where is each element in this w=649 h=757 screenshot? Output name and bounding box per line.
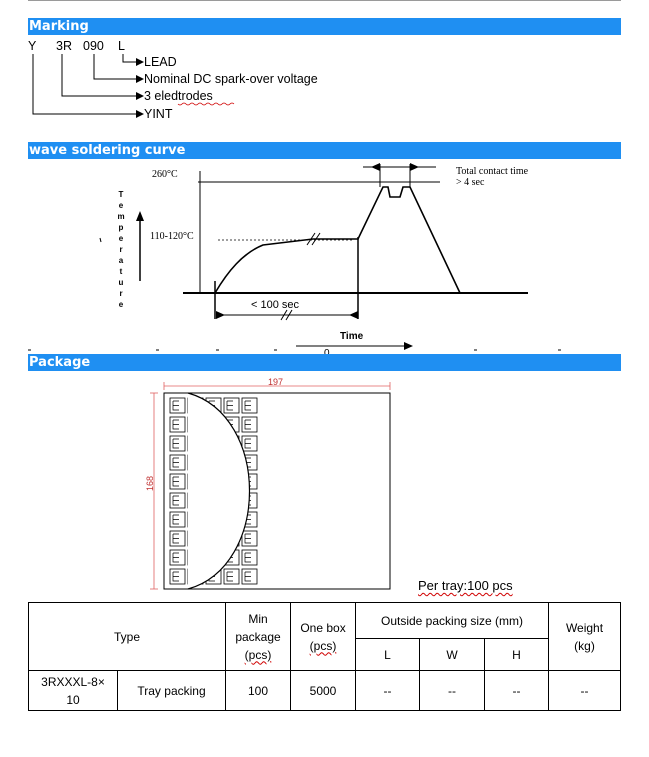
model-text: 3RXXXL-8× [41,674,105,689]
one-box-label: One box [300,620,346,635]
label-brand: YINT [144,107,173,121]
header-weight [549,603,621,671]
label-voltage: Nominal DC spark-over voltage [144,72,318,86]
min-package-label: Min package [235,611,281,644]
y-axis-letter: r [119,245,123,254]
header-one-box [291,603,356,671]
cell-h: -- [485,671,549,711]
weight-unit: (kg) [574,638,595,653]
model-suffix: 10 [66,692,80,707]
cell-weight: -- [549,671,621,711]
per-tray-text: Per tray:100 pcs [418,578,513,593]
tray-height-label: 168 [145,475,155,491]
code-l: L [118,39,125,53]
y-axis-letter: r [119,289,123,298]
label-lead: LEAD [144,55,177,69]
label-electrodes: 3 eledtrodes [144,89,213,103]
y-axis-letter: a [118,256,124,265]
cell-packing: Tray packing [118,671,226,711]
header-l: L [356,639,420,671]
cell-min-package: 100 [226,671,291,711]
cell-model [29,671,118,711]
cell-l: -- [356,671,420,711]
y-axis-letter: e [118,300,124,309]
code-y: Y [28,39,37,53]
header-outside-size: Outside packing size (mm) [356,603,549,639]
code-3r: 3R [56,39,72,53]
section-header-marking: Marking [28,18,621,35]
weight-label: Weight [565,620,604,635]
per-tray-note [418,578,513,593]
cell-w: -- [420,671,485,711]
top-rule [28,0,621,1]
section-header-wave: wave soldering curve [28,142,621,159]
one-box-unit: (pcs) [309,638,337,653]
wave-soldering-chart [28,159,621,352]
header-h: H [485,639,549,671]
y-axis-letter: T [118,190,124,199]
package-table [28,602,621,711]
header-min-package [226,603,291,671]
code-090: 090 [83,39,104,53]
marking-diagram [28,36,388,126]
header-type: Type [29,603,226,671]
min-package-unit: (pcs) [244,647,272,662]
y-axis-letter: u [118,278,124,287]
tray-drawing [140,376,400,586]
contact-time-label: Total contact time [456,166,529,177]
contact-time-value: > 4 sec [456,177,485,188]
tray-width-label: 197 [268,377,284,387]
table-row [29,671,621,711]
y-axis-letter: p [118,223,124,232]
spell-underline [178,103,234,105]
y-axis-letter: m [117,212,125,221]
duration-label: < 100 sec [251,299,300,311]
temp-mid-label: 110-120°C [150,231,194,242]
cell-one-box: 5000 [291,671,356,711]
header-w: W [420,639,485,671]
section-header-package: Package [28,354,621,371]
y-axis-letter: e [118,234,124,243]
temp-high-label: 260°C [152,169,178,180]
y-axis-letter: t [119,267,123,276]
y-axis-letter: e [118,201,124,210]
x-axis-label: Time [340,331,364,342]
